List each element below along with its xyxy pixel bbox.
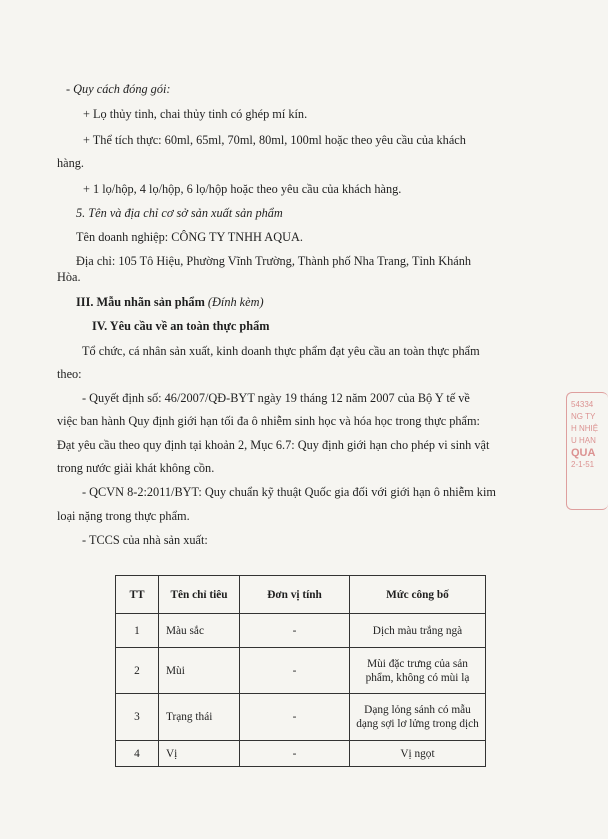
- cell-level: Vị ngọt: [350, 741, 486, 767]
- table-header-row: [116, 576, 486, 614]
- cell-criterion: Mùi: [159, 648, 240, 694]
- cell-criterion: Màu sắc: [159, 614, 240, 648]
- cell-criterion: Trạng thái: [159, 694, 240, 741]
- table-row: [116, 694, 486, 741]
- decision-line-1: - Quyết định số: 46/2007/QĐ-BYT ngày 19 tháng 12 năm 2007 của Bộ Y tế về: [82, 391, 470, 405]
- header-declared-level: Mức công bố: [350, 576, 486, 614]
- specification-table: [115, 575, 486, 767]
- table-row: [116, 614, 486, 648]
- packaging-item-2: + Thể tích thực: 60ml, 65ml, 70ml, 80ml, 100ml hoặc theo yêu cầu của khách: [83, 133, 466, 147]
- section-5-heading: 5. Tên và địa chỉ cơ sở sản xuất sản phẩm: [76, 206, 283, 220]
- packaging-item-2-cont: hàng.: [57, 156, 84, 170]
- cell-level: Mùi đặc trưng của sản phẩm, không có mùi lạ: [350, 648, 486, 694]
- cell-unit: -: [240, 741, 350, 767]
- packaging-item-3: + 1 lọ/hộp, 4 lọ/hộp, 6 lọ/hộp hoặc theo yêu cầu của khách hàng.: [83, 182, 402, 196]
- table-row: [116, 648, 486, 694]
- cell-unit: -: [240, 694, 350, 741]
- company-stamp: 54334 NG TY H NHIỆ U HẠN QUA 2-1-51: [566, 392, 608, 510]
- section-3-heading: [76, 294, 264, 310]
- tccs-line: - TCCS của nhà sản xuất:: [82, 533, 208, 547]
- cell-level: Dịch màu trắng ngà: [350, 614, 486, 648]
- company-address: Địa chỉ: 105 Tô Hiệu, Phường Vĩnh Trường, Thành phố Nha Trang, Tỉnh Khánh: [76, 254, 472, 268]
- cell-criterion: Vị: [159, 741, 240, 767]
- cell-unit: -: [240, 648, 350, 694]
- company-name: Tên doanh nghiệp: CÔNG TY TNHH AQUA.: [76, 230, 303, 244]
- cell-level: Dạng lỏng sánh có mẫu dạng sợi lơ lửng trong dịch: [350, 694, 486, 741]
- section-3-title: III. Mẫu nhãn sản phẩm: [76, 295, 205, 309]
- food-safety-intro: Tổ chức, cá nhân sản xuất, kinh doanh thực phẩm đạt yêu cầu an toàn thực phẩm: [82, 344, 480, 358]
- cell-tt: 1: [116, 614, 159, 648]
- attached-note: (Đính kèm): [207, 295, 264, 309]
- packaging-item-1: + Lọ thủy tinh, chai thủy tinh có ghép mí kín.: [83, 107, 308, 121]
- decision-line-3: Đạt yêu cầu theo quy định tại khoản 2, Mục 6.7: Quy định giới hạn cho phép vi sinh vật: [57, 438, 490, 452]
- qcvn-line-2: loại nặng trong thực phẩm.: [57, 509, 190, 523]
- cell-tt: 2: [116, 648, 159, 694]
- company-address-cont: Hòa.: [57, 270, 81, 284]
- cell-tt: 3: [116, 694, 159, 741]
- packaging-heading: - Quy cách đóng gói:: [66, 82, 171, 96]
- header-tt: TT: [116, 576, 159, 614]
- header-unit: Đơn vị tính: [240, 576, 350, 614]
- decision-line-4: trong nước giải khát không cồn.: [57, 461, 215, 475]
- food-safety-intro-cont: theo:: [57, 367, 82, 381]
- table-row: [116, 741, 486, 767]
- section-4-heading: IV. Yêu cầu về an toàn thực phẩm: [92, 319, 270, 333]
- qcvn-line-1: - QCVN 8-2:2011/BYT: Quy chuẩn kỹ thuật Quốc gia đối với giới hạn ô nhiễm kim: [82, 485, 496, 499]
- decision-line-2: việc ban hành Quy định giới hạn tối đa ô nhiễm sinh học và hóa học trong thực phẩm:: [57, 414, 480, 428]
- header-criterion: Tên chỉ tiêu: [159, 576, 240, 614]
- cell-tt: 4: [116, 741, 159, 767]
- cell-unit: -: [240, 614, 350, 648]
